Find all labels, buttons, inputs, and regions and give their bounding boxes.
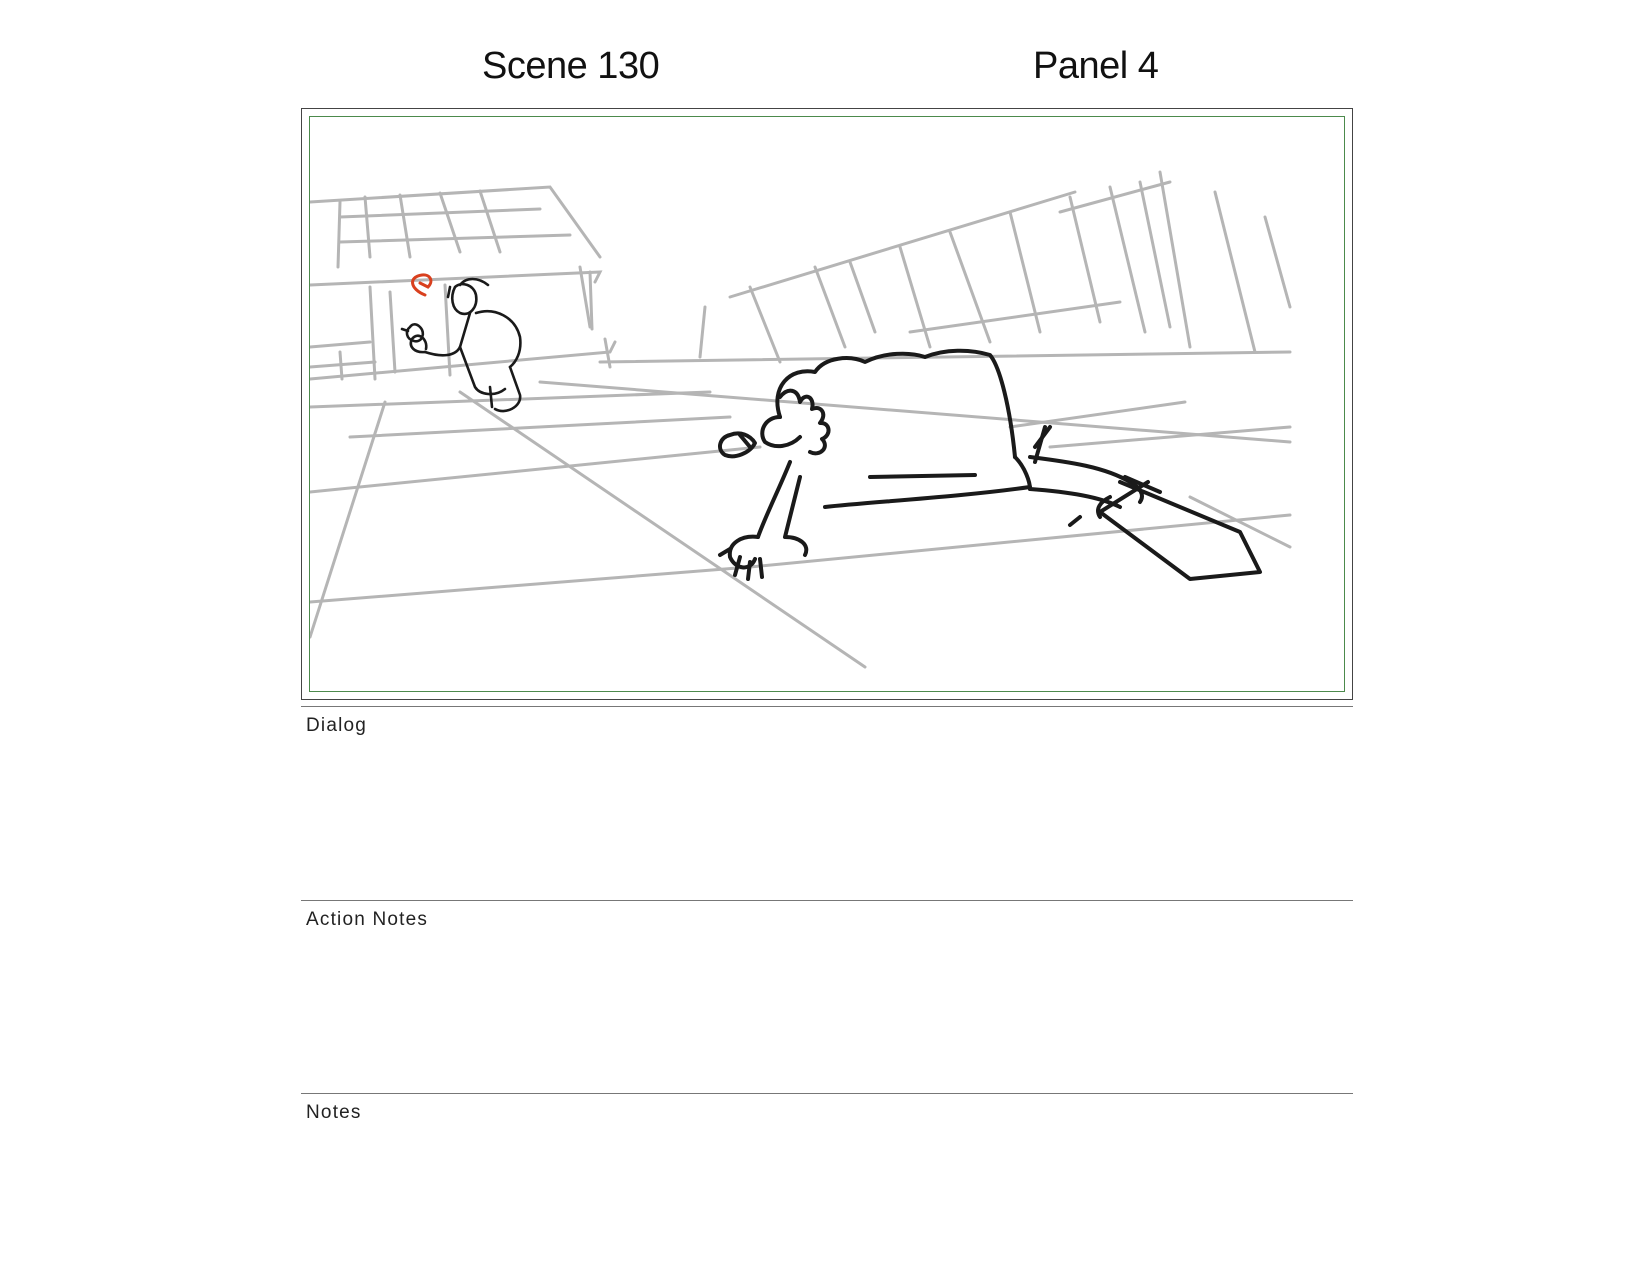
- panel-title: Panel 4: [1033, 45, 1159, 87]
- dialog-label: Dialog: [306, 715, 368, 736]
- dialog-section: [301, 706, 1353, 900]
- notes-label: Notes: [306, 1102, 362, 1123]
- motion-arrow-icon: [413, 275, 431, 295]
- storyboard-sketch: [310, 117, 1345, 692]
- storyboard-safe-area: [309, 116, 1345, 692]
- notes-section: [301, 1093, 1353, 1243]
- scene-title: Scene 130: [482, 45, 660, 87]
- action-notes-section: [301, 900, 1353, 1093]
- storyboard-panel-frame: [301, 108, 1353, 700]
- action-notes-label: Action Notes: [306, 909, 429, 930]
- background-perspective-lines: [310, 172, 1290, 692]
